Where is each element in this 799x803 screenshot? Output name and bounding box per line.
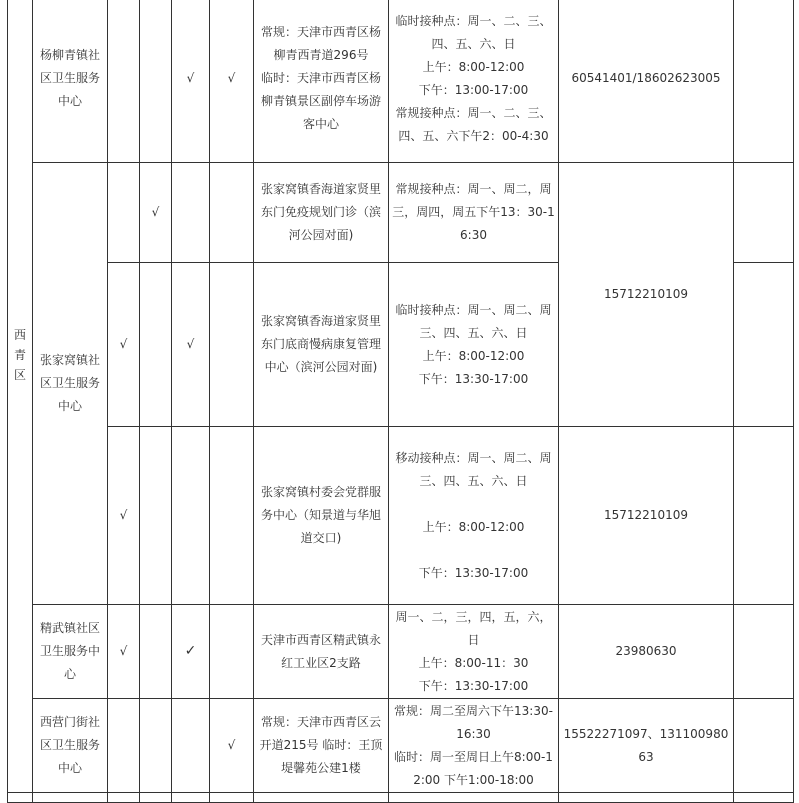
hours-cell: 常规：周二至周六下午13:30-16:30 临时：周一至周日上午8:00-12:00 下午1:00-18:00	[389, 699, 559, 793]
extra-cell	[734, 263, 794, 427]
table-row	[8, 605, 794, 699]
phone-cell: 15712210109	[559, 163, 734, 427]
mark-cell: √	[172, 263, 210, 427]
phone-cell: 23980630	[559, 605, 734, 699]
center-name-cell: 张家窝镇社区卫生服务中心	[33, 163, 108, 605]
vaccination-site-table	[7, 0, 794, 803]
phone-cell: 15522271097、13110098063	[559, 699, 734, 793]
district-name: 西青区	[13, 328, 26, 382]
address-cell: 张家窝镇香海道家贤里东门底商慢病康复管理中心（滨河公园对面)	[254, 263, 389, 427]
mark-cell	[172, 163, 210, 263]
mark-cell: √	[108, 263, 140, 427]
mark-cell	[172, 699, 210, 793]
mark-cell	[140, 427, 172, 605]
mark-cell	[108, 163, 140, 263]
table-row	[8, 427, 794, 605]
hours-cell: 周一、二，三，四，五，六，日 上午：8:00-11：30 下午：13:30-17:00	[389, 605, 559, 699]
mark-cell	[108, 0, 140, 163]
extra-cell	[734, 605, 794, 699]
address-cell: 常规：天津市西青区云开道215号 临时：王顶堤馨苑公建1楼	[254, 699, 389, 793]
extra-cell	[734, 0, 794, 163]
mark-cell: √	[140, 163, 172, 263]
mark-cell: ✓	[172, 605, 210, 699]
extra-cell	[734, 699, 794, 793]
extra-cell	[734, 427, 794, 605]
mark-cell	[210, 263, 254, 427]
table-row	[8, 0, 794, 163]
table-row	[8, 793, 794, 803]
table-row	[8, 163, 794, 263]
hours-cell: 常规接种点：周一、周二，周三，周四，周五下午13：30-16:30	[389, 163, 559, 263]
center-name-cell: 精武镇社区卫生服务中心	[33, 605, 108, 699]
address-cell: 张家窝镇村委会党群服务中心（知景道与华旭道交口)	[254, 427, 389, 605]
phone-cell: 15712210109	[559, 427, 734, 605]
mark-cell	[140, 605, 172, 699]
hours-cell: 临时接种点：周一、周二、周三、四、五、六、日 上午：8:00-12:00 下午：13:30-17:00	[389, 263, 559, 427]
address-cell: 张家窝镇香海道家贤里东门免疫规划门诊（滨河公园对面)	[254, 163, 389, 263]
mark-cell	[140, 0, 172, 163]
mark-cell	[210, 163, 254, 263]
mark-cell	[210, 605, 254, 699]
mark-cell: √	[108, 605, 140, 699]
address-cell: 天津市西青区精武镇永红工业区2支路	[254, 605, 389, 699]
mark-cell: √	[210, 0, 254, 163]
mark-cell: √	[172, 0, 210, 163]
extra-cell	[734, 163, 794, 263]
mark-cell	[210, 427, 254, 605]
phone-cell: 60541401/18602623005	[559, 0, 734, 163]
mark-cell: √	[108, 427, 140, 605]
hours-cell: 移动接种点：周一、周二、周三、四、五、六、日 上午：8:00-12:00 下午：13:30-17:00	[389, 427, 559, 605]
district-cell	[8, 0, 33, 793]
center-name-cell: 杨柳青镇社区卫生服务中心	[33, 0, 108, 163]
mark-cell: √	[210, 699, 254, 793]
mark-cell	[140, 263, 172, 427]
center-name-cell: 西营门街社区卫生服务中心	[33, 699, 108, 793]
mark-cell	[108, 699, 140, 793]
mark-cell	[140, 699, 172, 793]
hours-cell: 临时接种点：周一、二、三、四、五、六、日 上午：8:00-12:00 下午：13:00-17:00 常规接种点：周一、二、三、四、五、六下午2：00-4:30	[389, 0, 559, 163]
table-row	[8, 699, 794, 793]
address-cell: 常规：天津市西青区杨柳青西青道296号 临时：天津市西青区杨柳青镇景区副停车场游客中心	[254, 0, 389, 163]
mark-cell	[172, 427, 210, 605]
